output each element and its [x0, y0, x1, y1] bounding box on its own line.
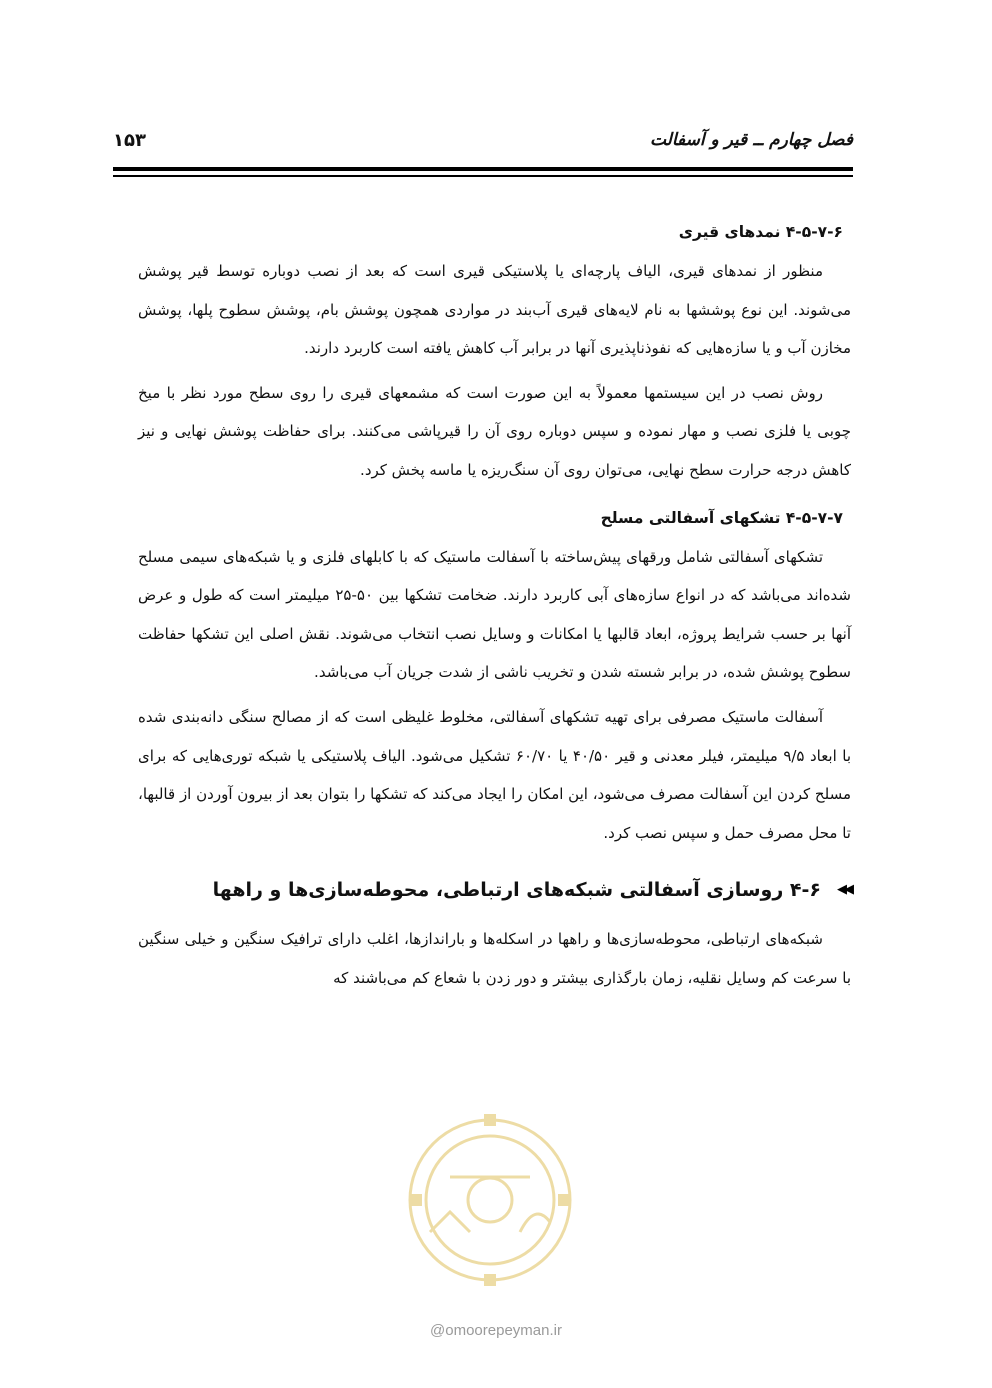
watermark-logo-icon: [390, 1082, 590, 1292]
double-arrow-bullet-icon: ◀◀: [837, 882, 851, 898]
main-section-heading-text: ۴-۶ روسازی آسفالتی شبکه‌های ارتباطی، محوطه‌سازی‌ها و راهها: [212, 879, 821, 902]
header-rule-thick: [113, 167, 853, 171]
main-section-heading: [138, 866, 851, 914]
paragraph: شبکه‌های ارتباطی، محوطه‌سازی‌ها و راهها در اسکله‌ها و باراندازها، اغلب دارای ترافیک سنگین و خیلی سنگین با سرعت کم وسایل نقلیه، زمان بارگذاری بیشتر و دور زدن با شعاع کم می‌باشند که: [138, 930, 851, 987]
page-content: [138, 212, 851, 1004]
chapter-title: فصل چهارم ــ قیر و آسفالت: [649, 130, 853, 150]
section-heading-bitumen-felts: ۴-۵-۷-۶ نمدهای قیری: [678, 223, 843, 241]
watermark-url: @omoorepeyman.ir: [430, 1322, 562, 1339]
paragraph: روش نصب در این سیستمها معمولاً به این صورت است که مشمعهای قیری را روی سطح مورد نظر با میخ چوبی یا فلزی نصب و مهار نموده و سپس دوباره روی آن را قیرپاشی می‌کنند. برای حفاظت پوشش نهایی و نیز کاهش درجه حرارت سطح نهایی، می‌توان روی آن سنگ‌ریزه یا ماسه پخش کرد.: [138, 383, 851, 479]
paragraph: تشکهای آسفالتی شامل ورقهای پیش‌ساخته با آسفالت ماستیک که با کابلهای فلزی و یا شبکه‌های سیمی مسلح شده‌اند می‌باشد که در انواع سازه‌های آبی کاربرد دارند. ضخامت تشکها بین ۵۰-۲۵ میلیمتر است که طول و عرض آنها بر حسب شرایط پروژه، ابعاد قالبها یا امکانات و وسایل نصب انتخاب می‌شوند. نقش اصلی این تشکها حفاظت سطوح پوشش شده، در برابر شسته شدن و تخریب ناشی از شدت جریان آب می‌باشد.: [138, 547, 851, 682]
page-number: ۱۵۳: [113, 130, 146, 151]
paragraph: آسفالت ماستیک مصرفی برای تهیه تشکهای آسفالتی، مخلوط غلیظی است که از مصالح سنگی دانه‌بندی شده با ابعاد ۹/۵ میلیمتر، فیلر معدنی و قیر ۴۰/۵۰ یا ۶۰/۷۰ تشکیل می‌شود. الیاف پلاستیکی یا شبکه توری‌هایی که برای مسلح کردن این آسفالت مصرف می‌شود، این امکان را ایجاد می‌کند که تشکها را بتوان بعد از بیرون آوردن از قالبها، تا محل مصرف حمل و سپس نصب کرد.: [138, 707, 851, 842]
section-heading-asphalt-mattresses: ۴-۵-۷-۷ تشکهای آسفالتی مسلح: [600, 508, 843, 527]
paragraph: منظور از نمدهای قیری، الیاف پارچه‌ای یا پلاستیکی قیری است که بعد از نصب دوباره توسط قیر پوشش می‌شوند. این نوع پوششها به نام لایه‌های قیری آب‌بند در مواردی همچون پوشش بام، پوشش سطوح پلها، پوشش مخازن آب و یا سازه‌هایی که نفوذناپذیری آنها در برابر آب کاهش یافته است کاربرد دارند.: [138, 262, 851, 358]
header-rule-thin: [113, 175, 853, 177]
page-header: [113, 128, 853, 158]
